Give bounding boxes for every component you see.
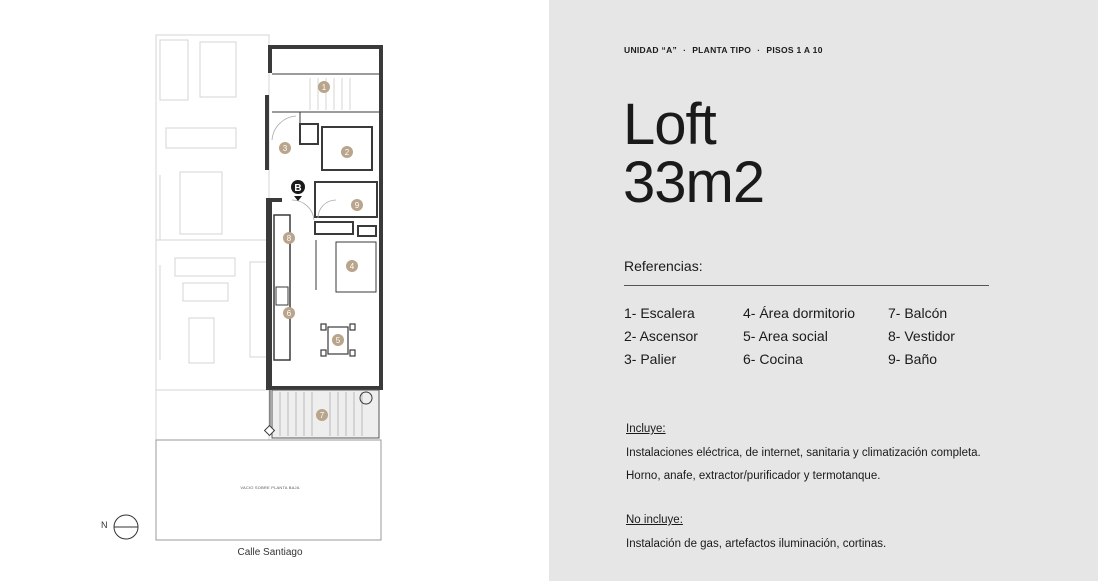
reference-item: 8- Vestidor <box>888 328 955 344</box>
void-label: VACIO SOBRE PLANTA BAJA <box>240 485 300 490</box>
includes-heading: Incluye: <box>626 423 666 435</box>
title-line-2: 33m2 <box>623 150 765 215</box>
room-marker-4 <box>346 260 358 272</box>
reference-item: 4- Área dormitorio <box>743 305 856 321</box>
svg-text:5: 5 <box>335 336 341 345</box>
references-divider <box>624 285 989 286</box>
references-column-2 <box>743 302 855 371</box>
reference-item: 7- Balcón <box>888 305 948 321</box>
compass-north-label: N <box>101 520 108 530</box>
north-compass-icon <box>114 515 138 539</box>
room-marker-6 <box>283 307 295 319</box>
svg-text:8: 8 <box>286 234 292 243</box>
stair-treads <box>310 78 350 110</box>
title-line-1: Loft <box>623 92 716 157</box>
reference-item: 5- Area social <box>743 328 828 344</box>
svg-text:B: B <box>294 183 302 194</box>
reference-item: 6- Cocina <box>743 351 803 367</box>
excludes-line: Instalación de gas, artefactos iluminación, cortinas. <box>626 538 887 550</box>
street-label: Calle Santiago <box>237 547 303 558</box>
page-title <box>623 92 765 215</box>
door-swings <box>272 116 336 220</box>
floor-type-label: PLANTA TIPO <box>692 45 752 55</box>
includes-line: Instalaciones eléctrica, de internet, sanitaria y climatización completa. <box>626 447 981 459</box>
void-area-outline <box>156 440 381 540</box>
references-column-1 <box>624 302 698 371</box>
svg-text:1: 1 <box>321 83 327 92</box>
reference-item: 2- Ascensor <box>624 328 698 344</box>
room-marker-5 <box>332 334 344 346</box>
reference-item: 3- Palier <box>624 351 677 367</box>
room-marker-1 <box>318 81 330 93</box>
room-marker-2 <box>341 146 353 158</box>
excludes-heading: No incluye: <box>626 514 683 526</box>
svg-text:3: 3 <box>282 144 288 153</box>
neighbor-unit-outline <box>156 35 269 440</box>
references-column-3 <box>888 302 955 371</box>
includes-line: Horno, anafe, extractor/purificador y termotanque. <box>626 470 881 482</box>
floors-label: PISOS 1 A 10 <box>766 45 823 55</box>
svg-text:6: 6 <box>286 309 292 318</box>
room-marker-3 <box>279 142 291 154</box>
room-marker-9 <box>351 199 363 211</box>
room-marker-7 <box>316 409 328 421</box>
svg-text:9: 9 <box>354 201 360 210</box>
unit-header <box>624 45 823 55</box>
references-heading: Referencias: <box>624 258 703 274</box>
svg-text:7: 7 <box>319 411 325 420</box>
room-marker-8 <box>283 232 295 244</box>
view-marker-b <box>291 180 305 201</box>
header-separator: · <box>757 45 761 55</box>
svg-text:4: 4 <box>349 262 355 271</box>
info-panel <box>549 0 1098 581</box>
svg-text:2: 2 <box>344 148 350 157</box>
reference-item: 9- Baño <box>888 351 938 367</box>
reference-item: 1- Escalera <box>624 305 695 321</box>
header-separator: · <box>683 45 687 55</box>
unit-label: UNIDAD “A” <box>624 45 678 55</box>
